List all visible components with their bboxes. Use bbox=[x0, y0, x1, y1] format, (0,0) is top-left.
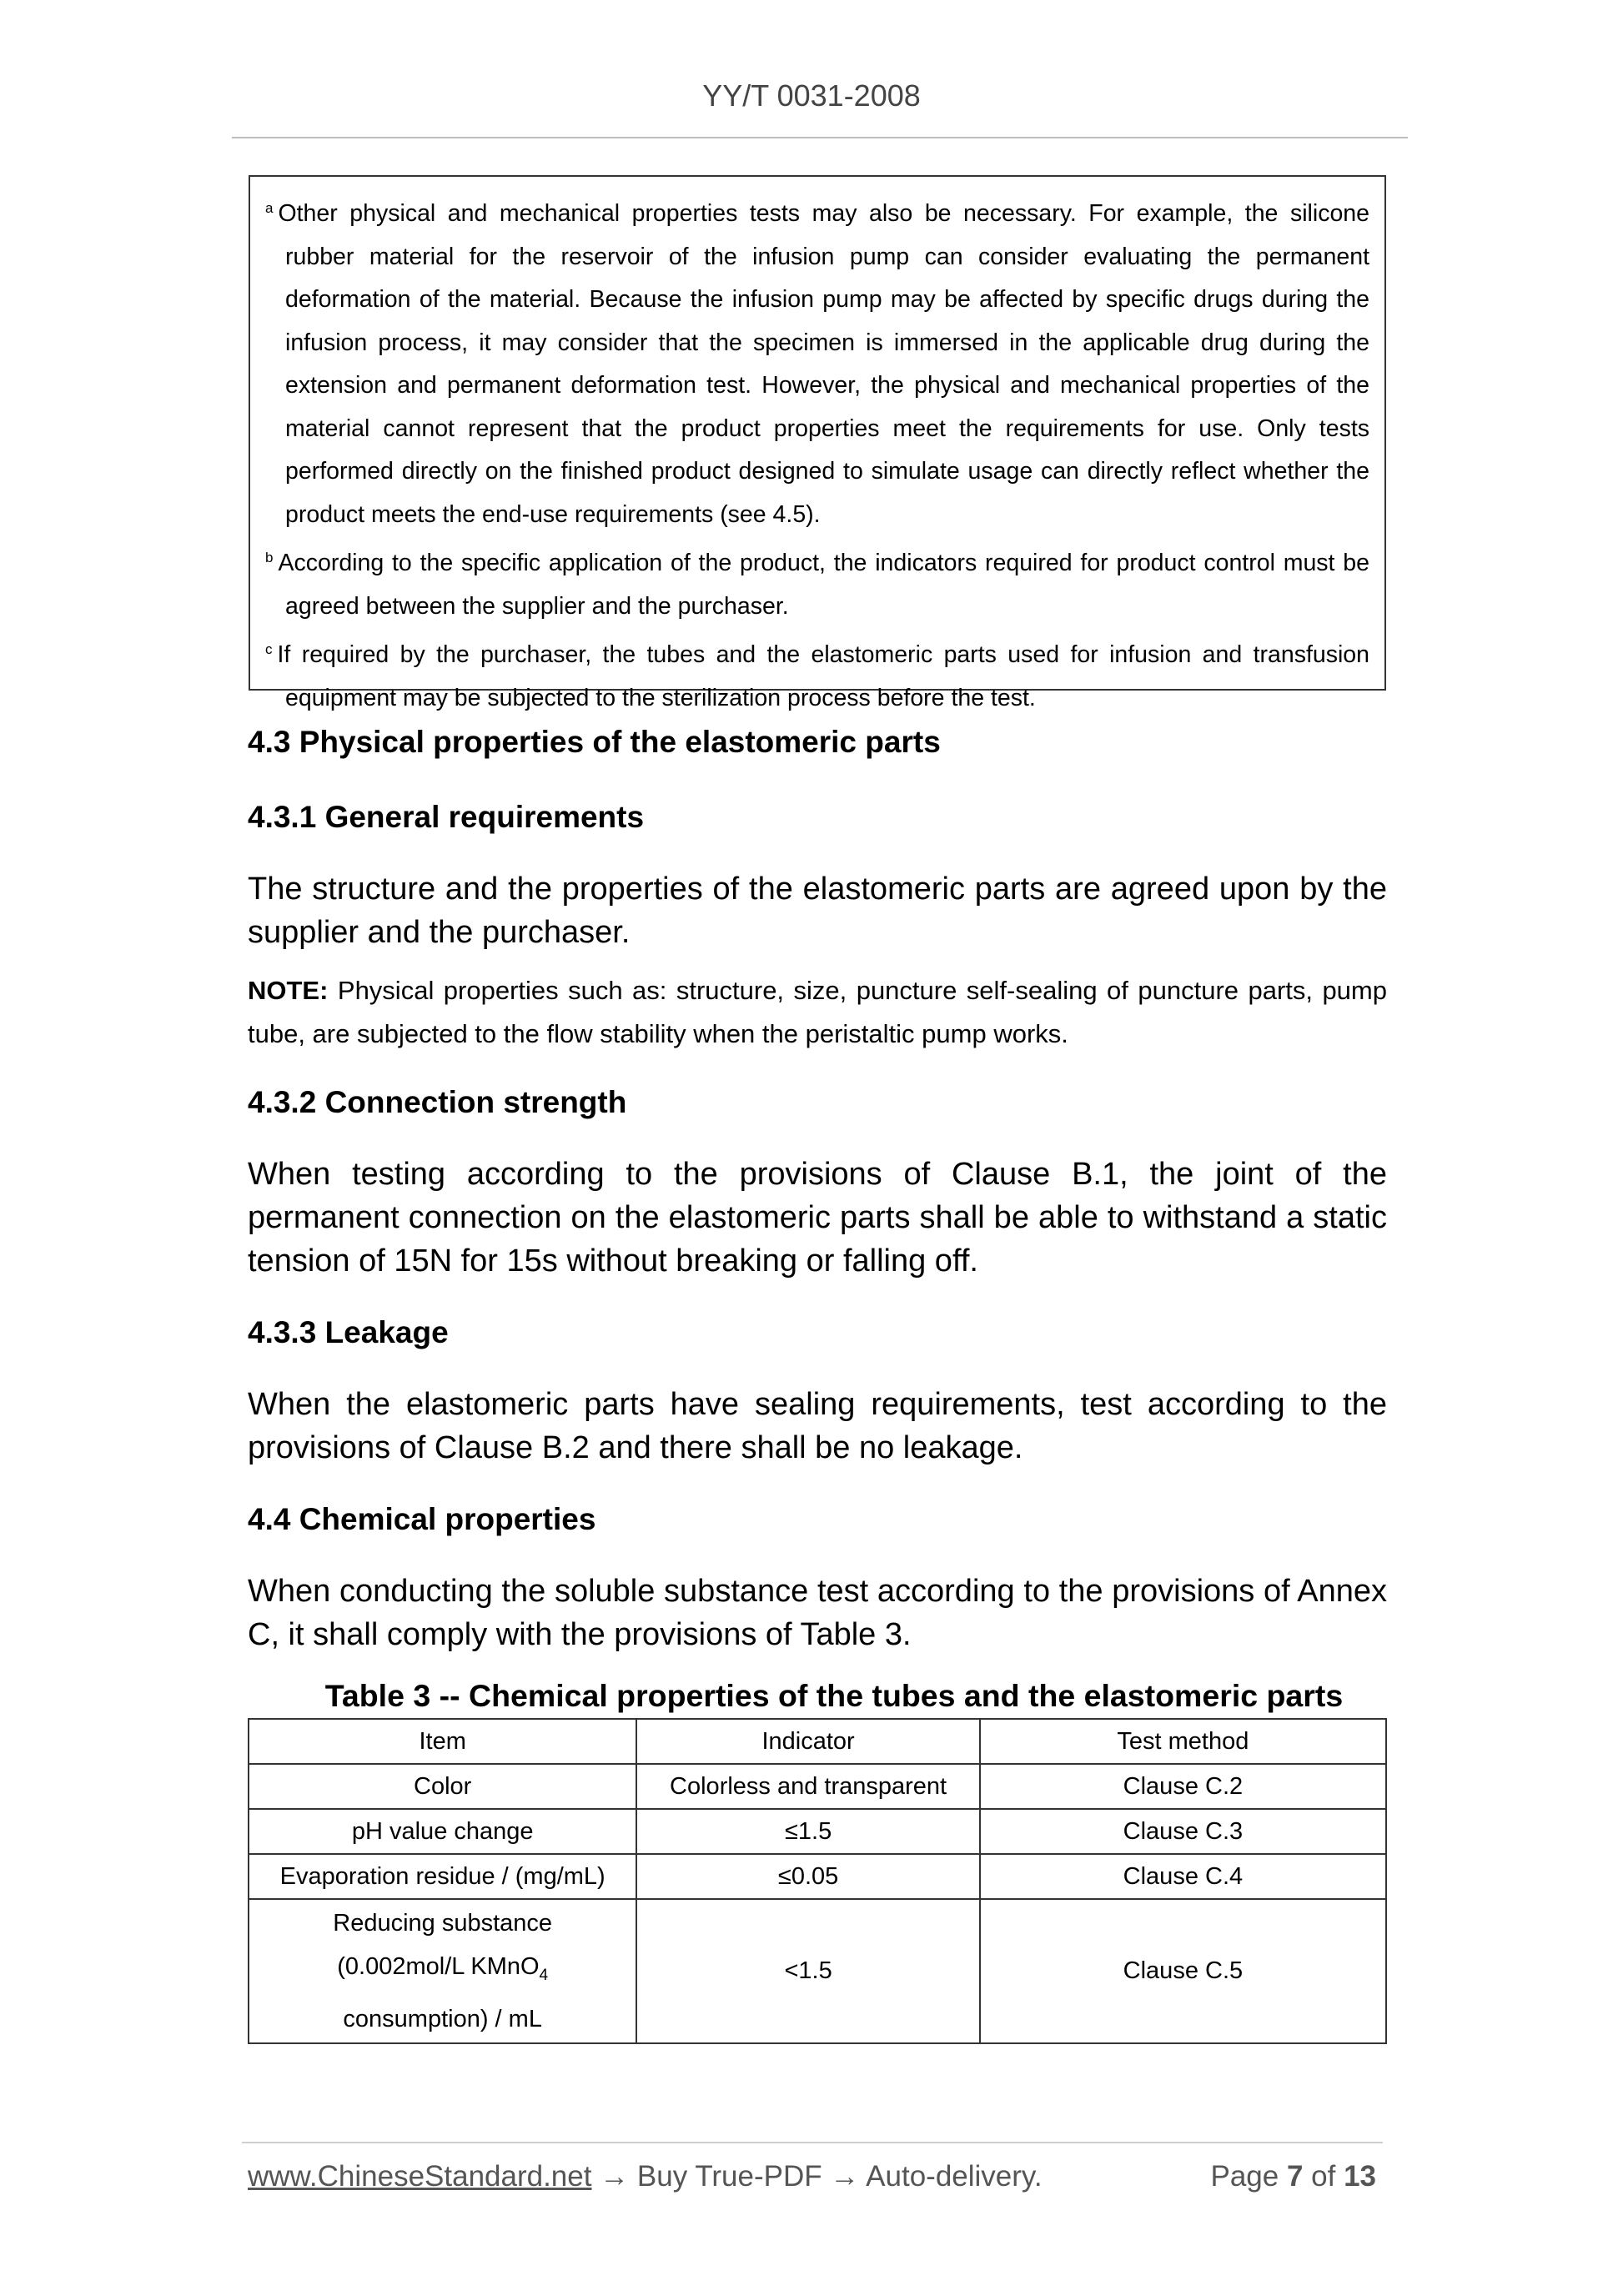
table-cell: ≤0.05 bbox=[636, 1854, 979, 1899]
table-cell: Clause C.4 bbox=[980, 1854, 1386, 1899]
footnote-a bbox=[265, 187, 1369, 536]
table-header-cell: Item bbox=[249, 1719, 636, 1764]
footer-promo bbox=[248, 2160, 1043, 2193]
section-4-3-2-heading: 4.3.2 Connection strength bbox=[248, 1085, 627, 1119]
footnote-b bbox=[265, 536, 1369, 628]
table-footnotes-box bbox=[249, 175, 1386, 711]
page-indicator: Page 7 of 13 bbox=[1210, 2160, 1376, 2193]
table-header-cell: Indicator bbox=[636, 1719, 979, 1764]
main-content bbox=[248, 717, 1387, 2044]
site-link[interactable]: www.ChineseStandard.net bbox=[248, 2160, 592, 2193]
document-header-code: YY/T 0031-2008 bbox=[702, 78, 921, 113]
table-header-cell: Test method bbox=[980, 1719, 1386, 1764]
footer-divider bbox=[242, 2142, 1383, 2143]
section-4-3-2-text: When testing according to the provisions of Clause B.1, the joint of the permanent connection on the elastomeric parts shall be able to withstand a static tension of 15N for 15s without breaking or falling off. bbox=[248, 1157, 1387, 1279]
section-4-3-3-text: When the elastomeric parts have sealing requirements, test according to the provisions of Clause B.2 and there shall be no leakage. bbox=[248, 1387, 1387, 1465]
section-4-3-heading: 4.3 Physical properties of the elastomeric parts bbox=[248, 725, 941, 759]
table-cell: ≤1.5 bbox=[636, 1809, 979, 1854]
section-4-3-1-text: The structure and the properties of the elastomeric parts are agreed upon by the supplier and the purchaser. bbox=[248, 872, 1387, 950]
total-pages: 13 bbox=[1344, 2160, 1376, 2193]
table-cell: Color bbox=[249, 1764, 636, 1809]
page-number: 7 bbox=[1286, 2160, 1304, 2193]
footnote-marker-c: c bbox=[265, 641, 273, 657]
table-3 bbox=[248, 1718, 1387, 2044]
section-4-4-text: When conducting the soluble substance test according to the provisions of Annex C, it shall comply with the provisions of Table 3. bbox=[248, 1574, 1387, 1652]
table-cell: Clause C.3 bbox=[980, 1809, 1386, 1854]
section-4-4-heading: 4.4 Chemical properties bbox=[248, 1502, 596, 1536]
footer-tagline: → Buy True-PDF → Auto-delivery. bbox=[591, 2160, 1043, 2193]
table-row bbox=[249, 1899, 1386, 2043]
table-cell: Evaporation residue / (mg/mL) bbox=[249, 1854, 636, 1899]
reducing-substance-line3: consumption) / mL bbox=[343, 2005, 542, 2032]
footnote-marker-a: a bbox=[265, 200, 274, 216]
section-4-3-3-heading: 4.3.3 Leakage bbox=[248, 1315, 449, 1349]
footnote-b-text: According to the specific application of the product, the indicators required for product control must be agreed between the supplier and the purchaser. bbox=[278, 550, 1369, 620]
footnote-marker-b: b bbox=[265, 550, 274, 565]
note-text: Physical properties such as: structure, size, puncture self-sealing of puncture parts, pump tube, are subjected to the flow stability when the peristaltic pump works. bbox=[248, 976, 1387, 1048]
section-4-3-1-heading: 4.3.1 General requirements bbox=[248, 800, 645, 834]
footnote-c bbox=[265, 628, 1369, 720]
reducing-substance-line2: (0.002mol/L KMnO$_4$ bbox=[337, 1953, 549, 1984]
footnote-a-text: Other physical and mechanical properties tests may also be necessary. For example, the silicone rubber material for the reservoir of the infusion pump can consider evaluating the permanent deformation of the material. Because the infusion pump may be affected by specific drugs during the infusion process, it may consider that the specimen is immersed in the applicable drug during the extension and permanent deformation test. However, the physical and mechanical properties of the material cannot represent that the product properties meet the requirements for use. Only tests performed directly on the finished product designed to simulate usage can directly reflect whether the product meets the end-use requirements (see 4.5). bbox=[278, 200, 1369, 528]
table-header-row bbox=[249, 1719, 1386, 1764]
table-cell: Clause C.2 bbox=[980, 1764, 1386, 1809]
table-cell: <1.5 bbox=[636, 1899, 979, 2043]
note-label: NOTE: bbox=[248, 976, 329, 1005]
reducing-substance-line1: Reducing substance bbox=[333, 1910, 553, 1937]
table-cell: Clause C.5 bbox=[980, 1899, 1386, 2043]
header-divider bbox=[232, 137, 1408, 138]
table-cell-reducing-substance bbox=[249, 1899, 636, 2043]
table-row bbox=[249, 1809, 1386, 1854]
table-row bbox=[249, 1764, 1386, 1809]
table-row bbox=[249, 1854, 1386, 1899]
table-3-caption: Table 3 -- Chemical properties of the tubes and the elastomeric parts bbox=[324, 1678, 1344, 1713]
footnote-c-text: If required by the purchaser, the tubes and the elastomeric parts used for infusion and transfusion equipment may be subjected to the sterilization process before the test. bbox=[277, 641, 1369, 711]
table-cell: Colorless and transparent bbox=[636, 1764, 979, 1809]
section-4-3-1-note bbox=[248, 969, 1387, 1056]
table-cell: pH value change bbox=[249, 1809, 636, 1854]
